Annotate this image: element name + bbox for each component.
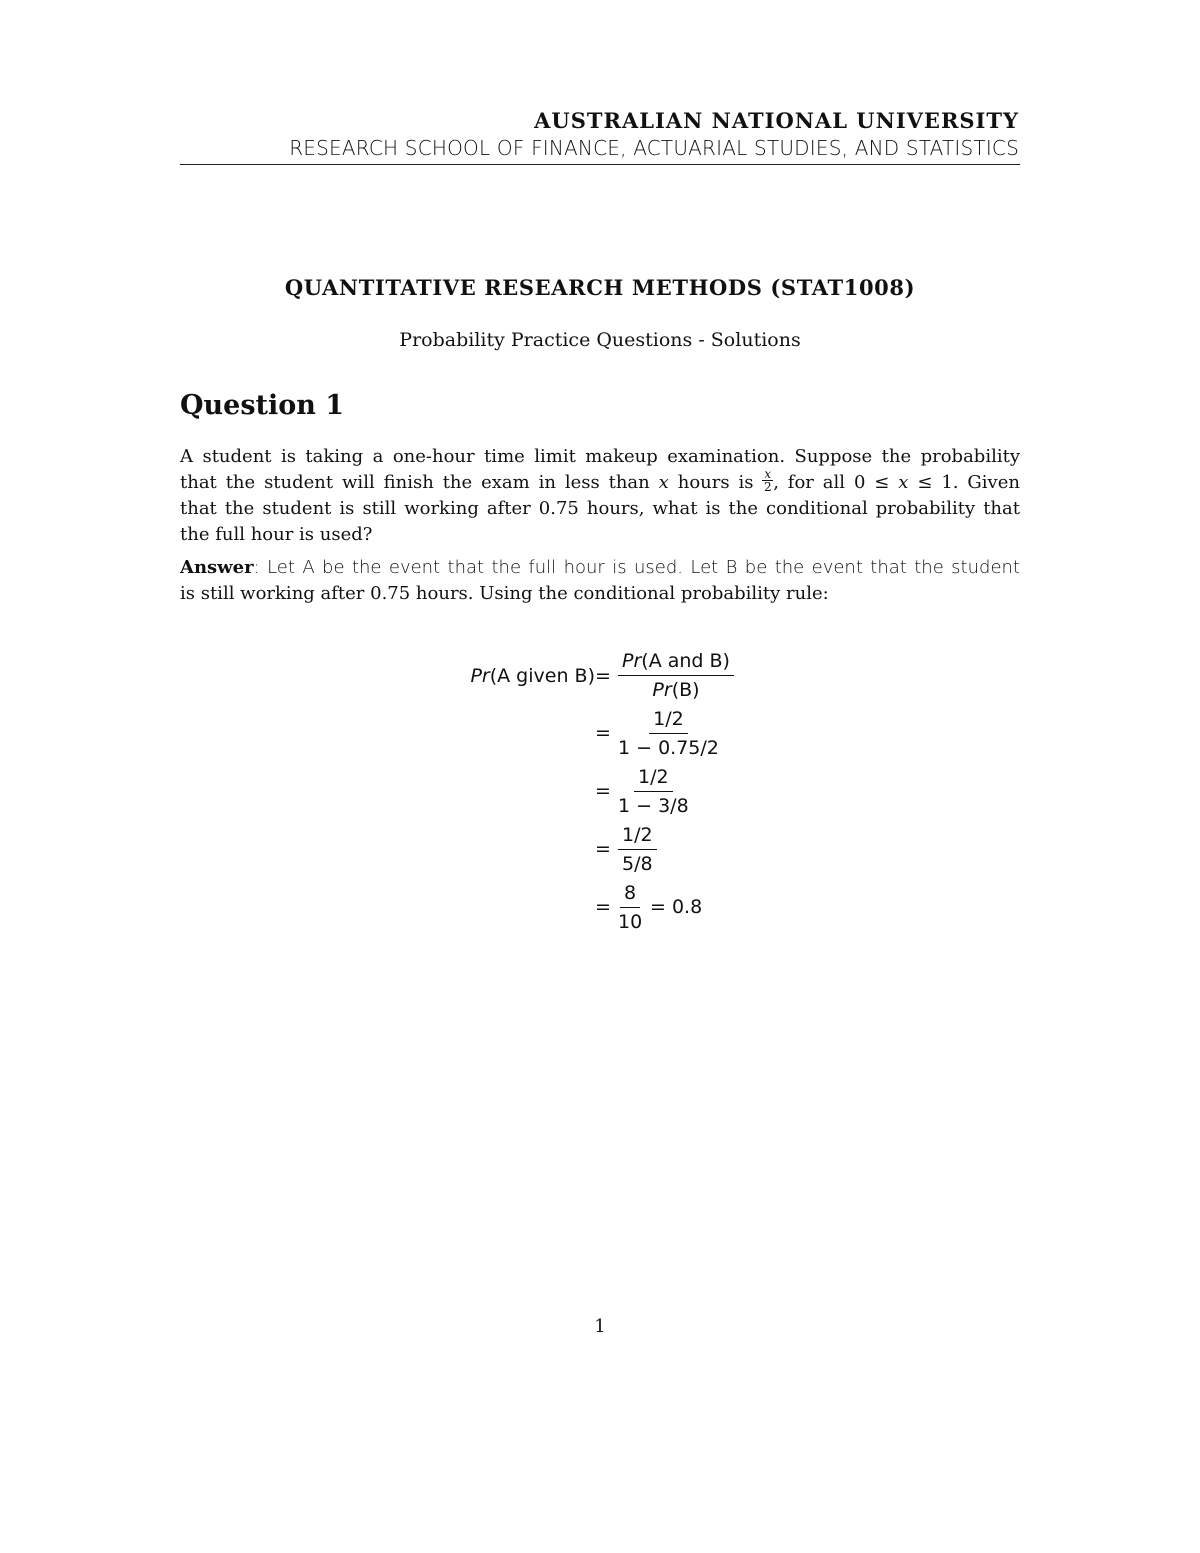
equation-step-fraction	[618, 708, 719, 759]
question-text-part: ≤ 1. Given	[917, 472, 1020, 493]
question-line: the full hour is used?	[180, 524, 373, 545]
question-heading: Question 1	[180, 390, 345, 421]
school-name: RESEARCH SCHOOL OF FINANCE, ACTUARIAL STUDIES, AND STATISTICS	[289, 136, 1019, 160]
question-text-part: that the student will finish the exam in less than	[180, 472, 650, 493]
equals-sign: =	[595, 665, 611, 687]
question-text-part: , for all 0 ≤	[773, 472, 890, 493]
question-line: A student is taking a one-hour time limit makeup examination. Suppose the probability	[180, 446, 1020, 467]
page-number: 1	[594, 1316, 606, 1337]
answer-label: Answer	[180, 557, 254, 578]
equation-lhs	[470, 665, 595, 687]
course-title: QUANTITATIVE RESEARCH METHODS (STAT1008)	[284, 275, 916, 300]
final-result: = 0.8	[650, 896, 703, 918]
equals-sign: =	[595, 780, 611, 802]
fraction-numerator: 1/2	[634, 766, 673, 792]
fraction-denominator	[652, 676, 699, 701]
equals-sign: =	[595, 896, 611, 918]
answer-line-text: : Let A be the event that the full hour is used. Let B be the event that the student	[253, 557, 1020, 578]
answer-line-text: is still working after 0.75 hours. Using the conditional probability rule:	[180, 583, 829, 604]
equals-sign: =	[595, 722, 611, 744]
equation-step-fraction	[618, 650, 734, 701]
variable-x: x	[658, 472, 669, 493]
fraction-denominator: 5/8	[622, 853, 653, 875]
denominator-text: (B)	[671, 679, 700, 701]
document-subtitle: Probability Practice Questions - Solutions	[399, 329, 801, 351]
fraction-denominator: 1 − 0.75/2	[618, 737, 719, 759]
fraction-numerator: x	[764, 466, 772, 481]
lhs-text: (A given B)	[489, 665, 595, 687]
fraction-numerator: 1/2	[649, 708, 688, 734]
equation-step-fraction	[618, 824, 657, 875]
fraction-denominator: 2	[763, 479, 772, 494]
equals-sign: =	[595, 838, 611, 860]
fraction-numerator	[618, 650, 734, 676]
equation-step-fraction	[618, 882, 642, 933]
numerator-text: (A and B)	[641, 650, 730, 672]
pr-symbol: Pr	[622, 650, 642, 672]
pr-symbol: Pr	[652, 679, 672, 701]
pr-symbol: Pr	[470, 665, 490, 687]
fraction-numerator: 8	[620, 882, 640, 908]
variable-x: x	[898, 472, 909, 493]
fraction-denominator: 10	[618, 911, 643, 933]
fraction-denominator: 1 − 3/8	[618, 795, 689, 817]
fraction-numerator: 1/2	[618, 824, 657, 850]
question-line: that the student is still working after 0.75 hours, what is the conditional probability that	[180, 498, 1020, 519]
university-name: AUSTRALIAN NATIONAL UNIVERSITY	[534, 108, 1019, 133]
equation-step-fraction	[618, 766, 689, 817]
question-text-part: hours is	[677, 472, 754, 493]
